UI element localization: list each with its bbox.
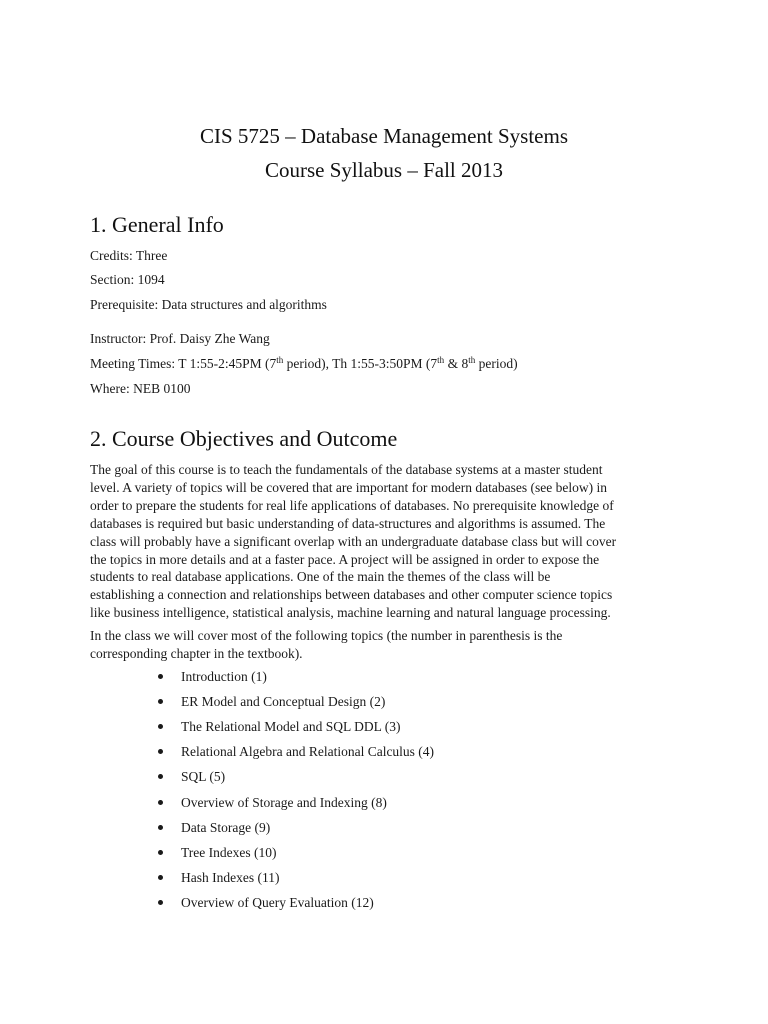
paragraph-line: In the class we will cover most of the following topics (the number in parenthesis is the (90, 628, 563, 643)
credits-line: Credits: Three (90, 248, 168, 263)
paragraph-line: the topics in more details and at a faster pace. A project will be assigned in order to expose the (90, 551, 600, 567)
location-line: Where: NEB 0100 (90, 381, 191, 396)
topic-label: Hash Indexes (11) (181, 869, 280, 885)
topic-label: Introduction (1) (181, 669, 267, 684)
course-title: CIS 5725 – Database Management Systems (199, 124, 569, 148)
topic-label: The Relational Model and SQL DDL (3) (181, 719, 401, 735)
meeting-sup-3: th (468, 355, 476, 365)
topic-label: Overview of Storage and Indexing (8) (181, 794, 387, 810)
paragraph-line: corresponding chapter in the textbook). (90, 645, 303, 661)
meeting-times-line (90, 355, 518, 372)
objectives-heading: 2. Course Objectives and Outcome (90, 426, 398, 451)
topics-intro-paragraph (90, 627, 680, 663)
bullet-icon (158, 900, 163, 905)
paragraph-line: The goal of this course is to teach the fundamentals of the database systems at a master student (90, 462, 603, 477)
bullet-icon (158, 774, 163, 779)
meeting-text-2: period), Th 1:55-3:50PM (7 (283, 356, 438, 371)
bullet-icon (158, 699, 163, 704)
bullet-icon (158, 800, 163, 805)
paragraph-line: like business intelligence, statistical analysis, machine learning and natural language processing. (90, 605, 611, 621)
bullet-icon (158, 850, 163, 855)
paragraph-line: order to prepare the students for real life applications of databases. No prerequisite knowledge of (90, 497, 614, 513)
topic-label: Tree Indexes (10) (181, 844, 277, 860)
paragraph-line: databases is required but basic understanding of data-structures and algorithms is assumed. The (90, 515, 606, 531)
paragraph-line: class will probably have a significant overlap with an undergraduate database class but will cover (90, 533, 617, 549)
topic-label: Relational Algebra and Relational Calculus (4) (181, 744, 435, 760)
general-info-heading: 1. General Info (90, 212, 224, 237)
meeting-sup-1: th (276, 355, 284, 365)
paragraph-line: establishing a connection and relationships between databases and other computer science topics (90, 587, 613, 603)
meeting-text-3: & 8 (444, 356, 469, 371)
paragraph-line: students to real database applications. One of the main the themes of the class will be (90, 569, 551, 585)
meeting-text-1: Meeting Times: T 1:55-2:45PM (7 (90, 356, 277, 371)
meeting-text-4: period) (475, 356, 518, 371)
prerequisite-line: Prerequisite: Data structures and algorithms (90, 297, 327, 312)
bullet-icon (158, 825, 163, 830)
bullet-icon (158, 724, 163, 729)
topic-label: Data Storage (9) (181, 819, 271, 835)
objectives-paragraph (90, 461, 680, 622)
topic-label: SQL (5) (181, 769, 226, 785)
topic-label: ER Model and Conceptual Design (2) (181, 694, 386, 710)
bullet-icon (158, 749, 163, 754)
instructor-line: Instructor: Prof. Daisy Zhe Wang (90, 331, 270, 346)
topic-label: Overview of Query Evaluation (12) (181, 894, 374, 910)
bullet-icon (158, 674, 163, 679)
paragraph-line: level. A variety of topics will be covered that are important for modern databases (see below) in (90, 479, 607, 495)
bullet-icon (158, 875, 163, 880)
section-line: Section: 1094 (90, 272, 165, 287)
syllabus-subtitle: Course Syllabus – Fall 2013 (264, 158, 503, 182)
meeting-sup-2: th (437, 355, 445, 365)
